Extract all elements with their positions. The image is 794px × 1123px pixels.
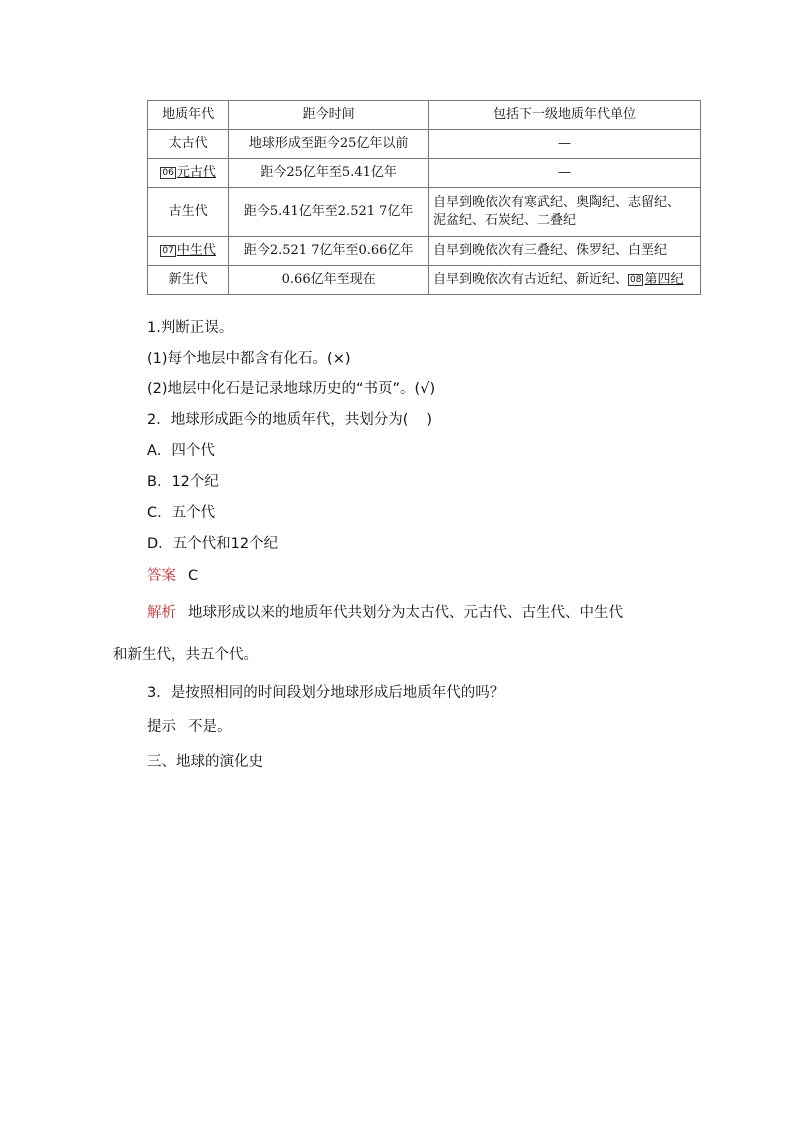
answer-label: 答案 bbox=[147, 568, 176, 584]
time-cell: 0.66亿年至现在 bbox=[229, 266, 429, 295]
question-2-stem bbox=[147, 410, 432, 430]
era-cell bbox=[148, 237, 229, 266]
sub-units-line-1: 自早到晚依次有寒武纪、奥陶纪、志留纪、 bbox=[433, 195, 681, 210]
table-row bbox=[148, 188, 701, 237]
question-1-statement-a: (1)每个地层中都含有化石。(×) bbox=[147, 351, 351, 367]
option-b: B．12个纪 bbox=[147, 474, 219, 490]
sub-units-cell: — bbox=[429, 159, 701, 188]
time-cell: 距今5.41亿年至2.521 7亿年 bbox=[229, 188, 429, 237]
era-cell bbox=[148, 159, 229, 188]
sub-units-cell: 自早到晚依次有三叠纪、侏罗纪、白垩纪 bbox=[429, 237, 701, 266]
question-1-title: 1.判断正误。 bbox=[147, 320, 234, 336]
table-row bbox=[148, 159, 701, 188]
blank-marker: 07 bbox=[162, 246, 174, 256]
era-name: 新生代 bbox=[168, 272, 208, 287]
hint-value: 不是。 bbox=[188, 719, 232, 735]
sub-units-tail: 第四纪 bbox=[644, 272, 684, 287]
blank-marker: 06 bbox=[162, 168, 174, 178]
era-cell bbox=[148, 266, 229, 295]
sub-units-cell: — bbox=[429, 130, 701, 159]
section-heading-3: 三、地球的演化史 bbox=[147, 754, 263, 770]
time-cell: 地球形成至距今25亿年以前 bbox=[229, 130, 429, 159]
sub-units-cell bbox=[429, 266, 701, 295]
analysis-label: 解析 bbox=[147, 605, 176, 621]
question-3-stem: 3．是按照相同的时间段划分地球形成后地质年代的吗？ bbox=[147, 685, 505, 701]
option-c: C．五个代 bbox=[147, 505, 216, 521]
header-time: 距今时间 bbox=[229, 101, 429, 130]
analysis-line-1 bbox=[147, 603, 623, 623]
era-name: 中生代 bbox=[176, 243, 216, 258]
answer-line bbox=[147, 566, 198, 586]
hint-line bbox=[147, 717, 232, 737]
blank-marker: 08 bbox=[630, 275, 642, 285]
era-cell bbox=[148, 188, 229, 237]
question-2-text: 2．地球形成距今的地质年代，共划分为( bbox=[147, 412, 409, 428]
era-name: 太古代 bbox=[168, 136, 208, 151]
option-d: D．五个代和12个纪 bbox=[147, 536, 279, 552]
era-name: 元古代 bbox=[176, 165, 216, 180]
answer-value: C bbox=[188, 568, 199, 584]
time-cell: 距今2.521 7亿年至0.66亿年 bbox=[229, 237, 429, 266]
header-era: 地质年代 bbox=[148, 101, 229, 130]
geologic-era-table bbox=[147, 100, 701, 295]
table-row bbox=[148, 266, 701, 295]
table-row bbox=[148, 237, 701, 266]
header-sub-units: 包括下一级地质年代单位 bbox=[429, 101, 701, 130]
table-header-row bbox=[148, 101, 701, 130]
table-row bbox=[148, 130, 701, 159]
sub-units-line-2: 泥盆纪、石炭纪、二叠纪 bbox=[433, 213, 577, 228]
analysis-line-2: 和新生代，共五个代。 bbox=[113, 647, 258, 663]
hint-label: 提示 bbox=[147, 719, 176, 735]
sub-units-cell bbox=[429, 188, 701, 237]
option-a: A．四个代 bbox=[147, 443, 215, 459]
question-1-statement-b: (2)地层中化石是记录地球历史的“书页”。(√) bbox=[147, 381, 436, 397]
era-cell bbox=[148, 130, 229, 159]
question-2-close: ) bbox=[426, 412, 433, 428]
era-name: 古生代 bbox=[168, 204, 208, 219]
time-cell: 距今25亿年至5.41亿年 bbox=[229, 159, 429, 188]
analysis-text-1: 地球形成以来的地质年代共划分为太古代、元古代、古生代、中生代 bbox=[188, 605, 623, 621]
sub-units-text: 自早到晚依次有古近纪、新近纪、 bbox=[433, 272, 629, 287]
